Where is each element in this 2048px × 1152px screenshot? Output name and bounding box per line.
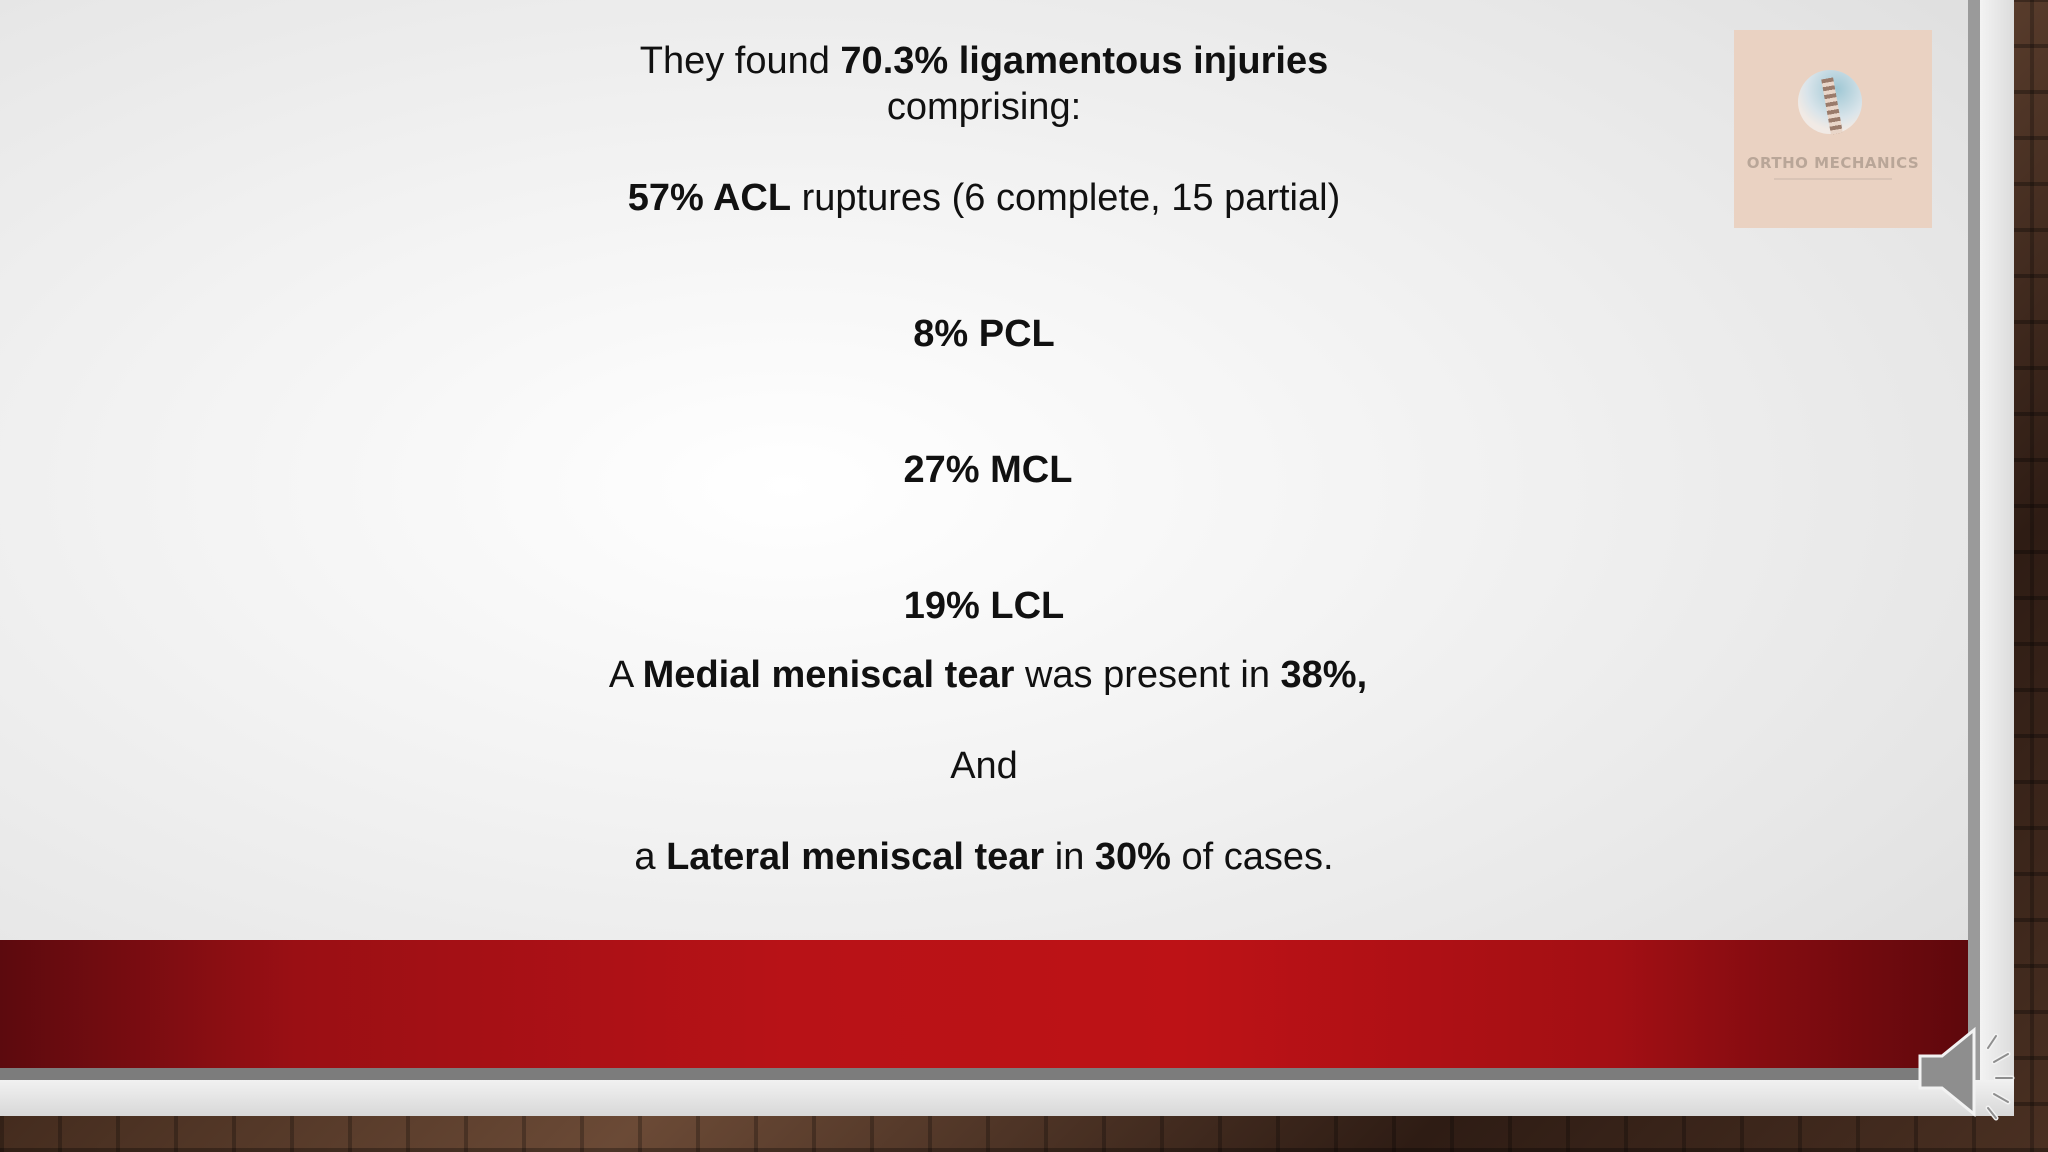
mcl-text: 27% MCL — [903, 449, 1073, 491]
medial-pre: A — [608, 654, 643, 696]
slide-edge — [1968, 0, 1980, 1080]
intro-line-2: comprising: — [886, 86, 1082, 128]
lateral-term: Lateral meniscal tear — [666, 836, 1045, 878]
speaker-icon[interactable] — [1916, 1022, 2026, 1122]
footer-rule — [0, 1068, 1968, 1080]
and-line — [0, 743, 1968, 789]
lateral-mid: in — [1044, 836, 1095, 878]
lateral-pre: a — [634, 836, 667, 878]
intro-line-1 — [0, 38, 1968, 84]
lcl-line — [0, 583, 1968, 629]
medial-mid: was present in — [1014, 654, 1281, 696]
acl-percent: 57% ACL — [627, 177, 792, 219]
medial-term: Medial meniscal tear — [642, 654, 1015, 696]
acl-detail: ruptures (6 complete, 15 partial) — [791, 177, 1341, 219]
mcl-line — [4, 447, 1968, 493]
lcl-text: 19% LCL — [903, 585, 1065, 627]
lateral-percent: 30% — [1094, 836, 1171, 878]
slide-bottom-border — [0, 1080, 2014, 1116]
lateral-line — [0, 834, 1968, 880]
slide-side-border — [1980, 0, 2014, 1116]
intro-highlight: 70.3% ligamentous injuries — [840, 40, 1329, 82]
lateral-post: of cases. — [1170, 836, 1334, 878]
footer-red-band — [0, 940, 1968, 1068]
acl-line — [0, 175, 1968, 221]
intro-text — [0, 38, 1968, 130]
logo-text: ORTHO MECHANICS — [1746, 154, 1920, 172]
ortho-mechanics-logo-icon — [1734, 30, 1932, 228]
and-text: And — [950, 745, 1018, 787]
logo-tagline-rule — [1774, 178, 1892, 180]
pcl-line — [0, 311, 1968, 357]
pcl-text: 8% PCL — [913, 313, 1055, 355]
medial-percent: 38%, — [1280, 654, 1368, 696]
intro-prefix: They found — [639, 40, 841, 82]
medial-line — [4, 652, 1968, 698]
